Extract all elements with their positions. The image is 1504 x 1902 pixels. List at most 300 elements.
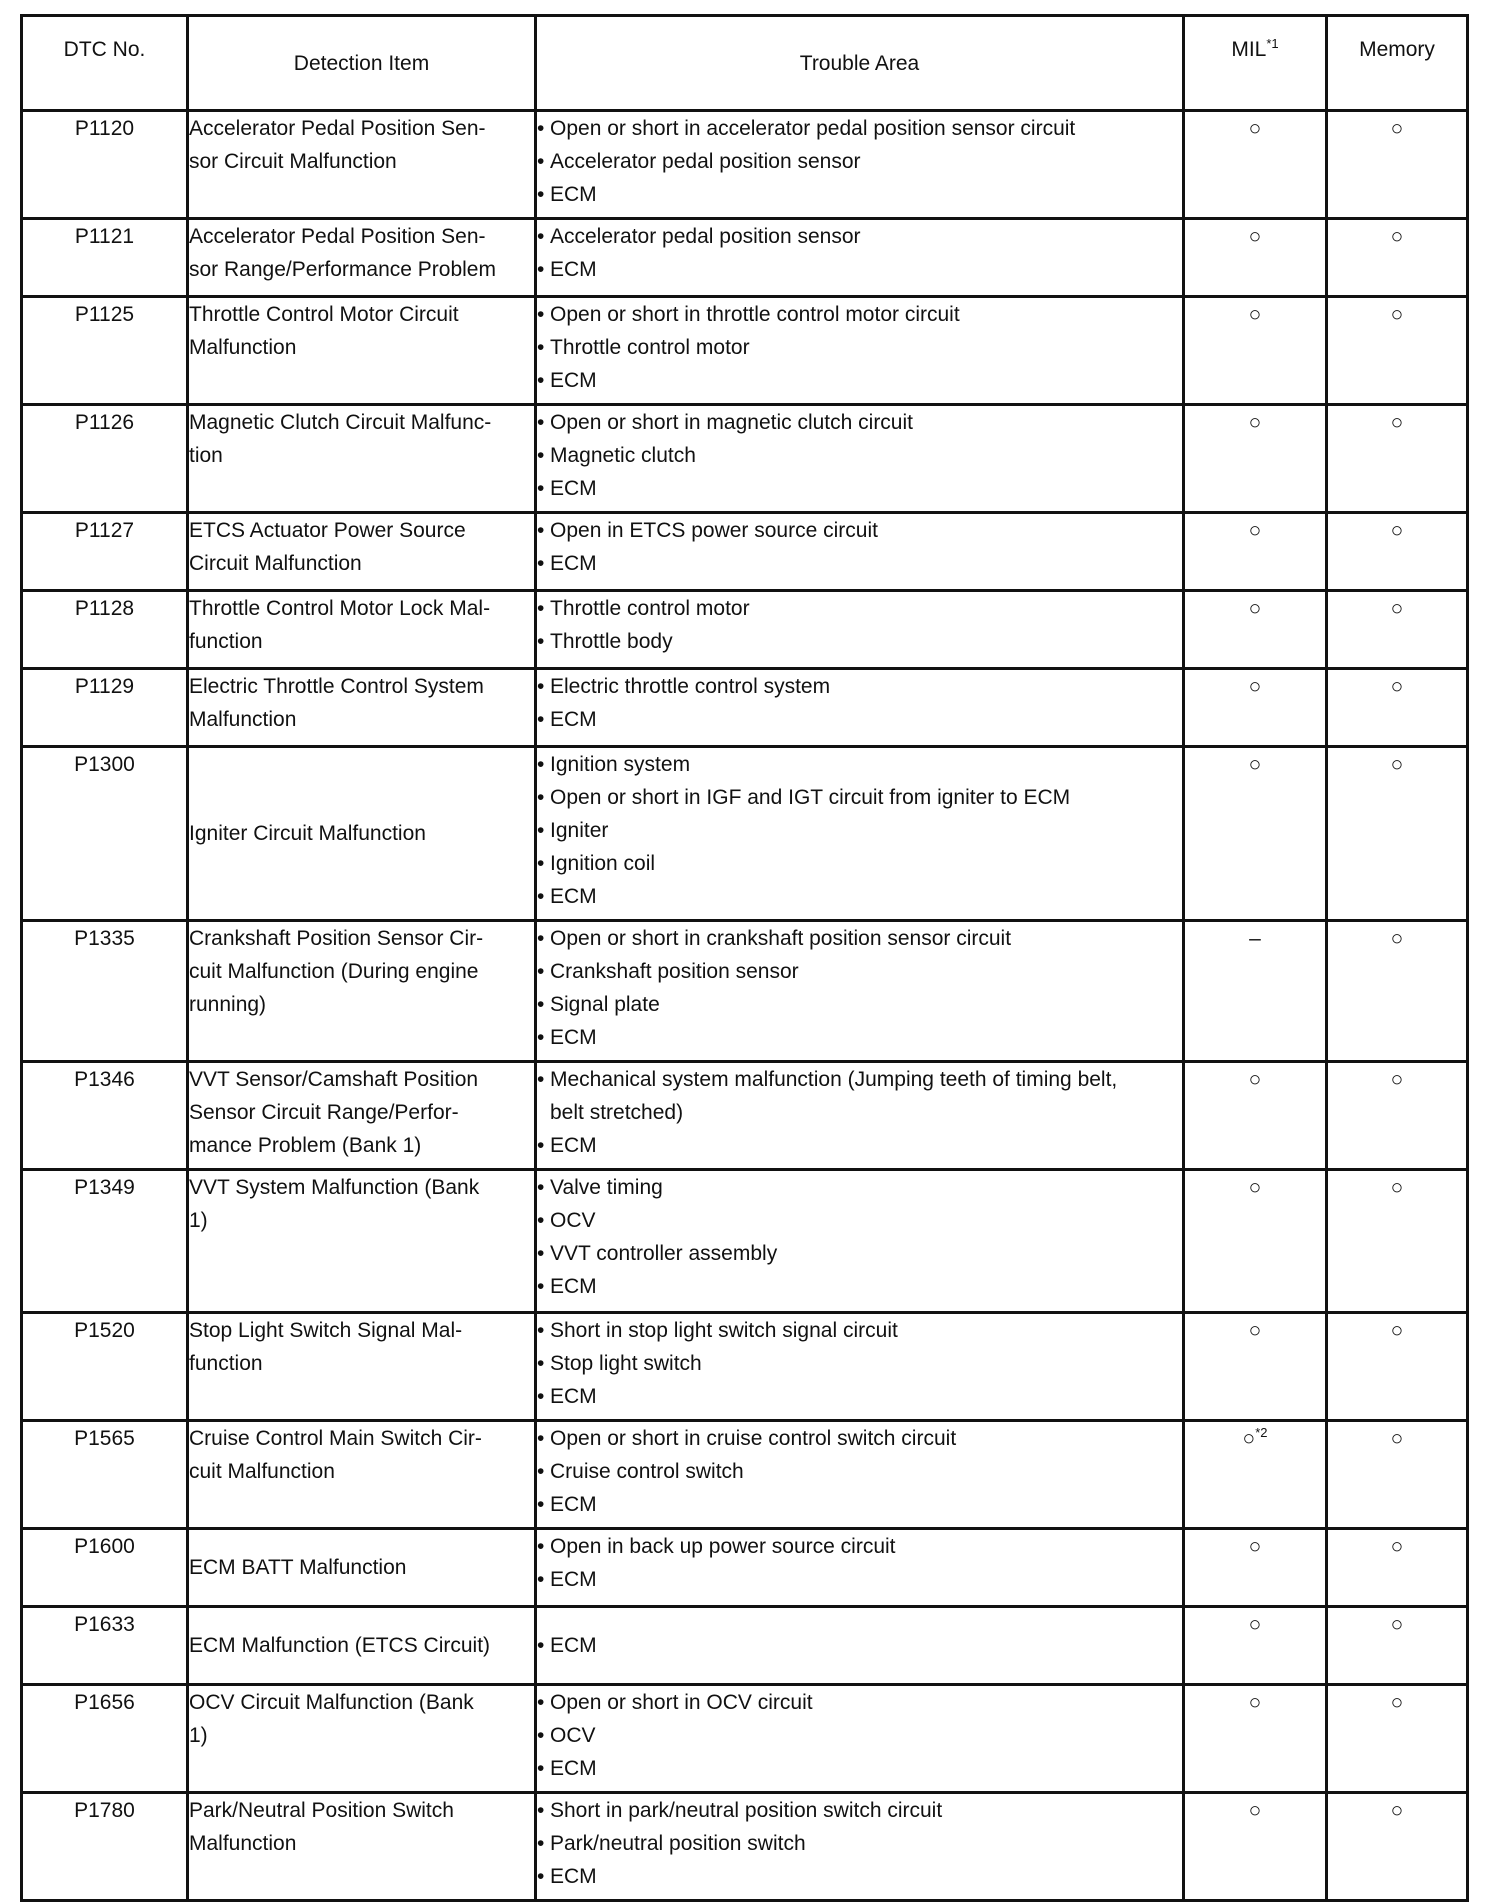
dtc-code: P1128 <box>22 591 188 669</box>
trouble-area-item <box>537 1422 1182 1455</box>
header-dtc-label: DTC No. <box>63 38 146 61</box>
trouble-area <box>536 1607 1184 1685</box>
bullet-icon: • <box>537 885 545 908</box>
bullet-icon: • <box>537 411 545 434</box>
detection-item-line: function <box>189 630 263 653</box>
header-row <box>22 16 1468 111</box>
trouble-area-text: ECM <box>550 1385 597 1408</box>
bullet-icon: • <box>537 927 545 950</box>
mil-status <box>1184 669 1327 747</box>
trouble-area-item <box>537 298 1182 331</box>
bullet-icon: • <box>537 552 545 575</box>
trouble-area-text: ECM <box>550 1757 597 1780</box>
mil-status <box>1184 921 1327 1062</box>
trouble-area-item <box>537 220 1182 253</box>
circle-icon: ○ <box>1390 1691 1404 1714</box>
trouble-area-item <box>537 1827 1182 1860</box>
trouble-area-text: Short in park/neutral position switch circuit <box>550 1799 943 1822</box>
mil-status <box>1184 591 1327 669</box>
circle-icon: ○ <box>1390 675 1404 698</box>
trouble-area-text: Ignition system <box>550 753 691 776</box>
memory-status <box>1327 1685 1468 1793</box>
trouble-area-item <box>537 1063 1182 1096</box>
dtc-code: P1121 <box>22 219 188 297</box>
dtc-rows <box>22 111 1468 1901</box>
detection-item-line: sor Range/Performance Problem <box>189 258 496 281</box>
circle-icon: ○ <box>1390 1613 1404 1636</box>
trouble-area-text: OCV <box>550 1209 596 1232</box>
memory-status <box>1327 1421 1468 1529</box>
circle-icon: ○ <box>1248 225 1262 248</box>
trouble-area <box>536 921 1184 1062</box>
detection-item-line: sor Circuit Malfunction <box>189 150 397 173</box>
memory-status <box>1327 513 1468 591</box>
detection-item-line: Throttle Control Motor Lock Mal- <box>189 597 491 620</box>
mil-status <box>1184 1062 1327 1170</box>
trouble-area-text: ECM <box>550 183 597 206</box>
detection-item <box>188 1313 536 1421</box>
table-row <box>22 513 1468 591</box>
trouble-area-text: ECM <box>550 552 597 575</box>
trouble-area-text: ECM <box>550 708 597 731</box>
mil-status <box>1184 405 1327 513</box>
table-row <box>22 111 1468 219</box>
bullet-icon: • <box>537 993 545 1016</box>
bullet-icon: • <box>537 1242 545 1265</box>
bullet-icon: • <box>537 960 545 983</box>
dtc-code: P1600 <box>22 1529 188 1607</box>
circle-icon: ○ <box>1248 1613 1262 1636</box>
table-row <box>22 405 1468 513</box>
mil-status <box>1184 1607 1327 1685</box>
detection-item-line: Throttle Control Motor Circuit <box>189 303 459 326</box>
trouble-area <box>536 1170 1184 1313</box>
detection-item-line: Magnetic Clutch Circuit Malfunc- <box>189 411 492 434</box>
table-row <box>22 1170 1468 1313</box>
detection-item-line: cuit Malfunction (During engine <box>189 960 479 983</box>
header-item-label: Detection Item <box>293 51 430 75</box>
memory-status <box>1327 1529 1468 1607</box>
bullet-icon: • <box>537 336 545 359</box>
bullet-icon: • <box>537 1209 545 1232</box>
trouble-area-text: Open in ETCS power source circuit <box>550 519 878 542</box>
circle-icon: ○ <box>1390 927 1404 950</box>
trouble-area-item <box>537 1530 1182 1563</box>
trouble-area-item <box>537 922 1182 955</box>
trouble-area-text: Open or short in crankshaft position sensor circuit <box>550 927 1012 950</box>
trouble-area <box>536 747 1184 921</box>
header-mil <box>1184 16 1327 111</box>
dash-icon: – <box>1249 927 1261 950</box>
trouble-area <box>536 1529 1184 1607</box>
trouble-area-text: Open or short in throttle control motor circuit <box>550 303 960 326</box>
circle-icon: ○ <box>1248 1799 1262 1822</box>
trouble-area-item <box>537 703 1182 736</box>
trouble-area-text: OCV <box>550 1724 596 1747</box>
trouble-area-item <box>537 1563 1182 1596</box>
trouble-area-item <box>537 1488 1182 1521</box>
header-item <box>188 16 536 111</box>
bullet-icon: • <box>537 1319 545 1342</box>
circle-icon: ○ <box>1390 1535 1404 1558</box>
dtc-code: P1300 <box>22 747 188 921</box>
table-row <box>22 1062 1468 1170</box>
mil-status <box>1184 1793 1327 1901</box>
bullet-icon: • <box>537 597 545 620</box>
trouble-area-text: Open or short in cruise control switch circuit <box>550 1427 957 1450</box>
dtc-code: P1335 <box>22 921 188 1062</box>
trouble-area-text: Signal plate <box>550 993 660 1016</box>
circle-icon: ○ <box>1390 1319 1404 1342</box>
detection-item <box>188 297 536 405</box>
trouble-area-text: Open or short in magnetic clutch circuit <box>550 411 913 434</box>
table-row <box>22 591 1468 669</box>
memory-status <box>1327 921 1468 1062</box>
trouble-area-item <box>537 1455 1182 1488</box>
trouble-area-text: Igniter <box>550 819 609 842</box>
trouble-area-text: Park/neutral position switch <box>550 1832 806 1855</box>
dtc-code: P1656 <box>22 1685 188 1793</box>
trouble-area-text: Accelerator pedal position sensor <box>550 225 861 248</box>
trouble-area-text: Open or short in accelerator pedal position sensor circuit <box>550 117 1076 140</box>
detection-item-line: mance Problem (Bank 1) <box>189 1134 422 1157</box>
circle-icon: ○ <box>1390 303 1404 326</box>
detection-item-line: tion <box>189 444 223 467</box>
trouble-area <box>536 1421 1184 1529</box>
table-row <box>22 1685 1468 1793</box>
bullet-icon: • <box>537 1352 545 1375</box>
bullet-icon: • <box>537 1026 545 1049</box>
trouble-area-item <box>537 514 1182 547</box>
trouble-area-item <box>537 145 1182 178</box>
memory-status <box>1327 747 1468 921</box>
bullet-icon: • <box>537 1460 545 1483</box>
trouble-area-text: ECM <box>550 477 597 500</box>
circle-icon: ○ <box>1390 225 1404 248</box>
trouble-area-item <box>537 955 1182 988</box>
dtc-code: P1127 <box>22 513 188 591</box>
mil-status <box>1184 747 1327 921</box>
bullet-icon: • <box>537 819 545 842</box>
circle-icon: ○ <box>1390 597 1404 620</box>
trouble-area-text: ECM <box>550 1026 597 1049</box>
detection-item-line: Stop Light Switch Signal Mal- <box>189 1319 463 1342</box>
table-row <box>22 1313 1468 1421</box>
bullet-icon: • <box>537 150 545 173</box>
circle-icon: ○ <box>1248 1535 1262 1558</box>
detection-item-line: running) <box>189 993 267 1016</box>
trouble-area <box>536 405 1184 513</box>
trouble-area-text: Open in back up power source circuit <box>550 1535 896 1558</box>
bullet-icon: • <box>537 1535 545 1558</box>
detection-item <box>188 1170 536 1313</box>
detection-item-line: ETCS Actuator Power Source <box>189 519 466 542</box>
bullet-icon: • <box>537 369 545 392</box>
circle-icon: ○ <box>1248 519 1262 542</box>
detection-item <box>188 405 536 513</box>
trouble-area-item <box>537 253 1182 286</box>
bullet-icon: • <box>537 1568 545 1591</box>
detection-item <box>188 513 536 591</box>
trouble-area-text: Open or short in OCV circuit <box>550 1691 813 1714</box>
bullet-icon: • <box>537 1691 545 1714</box>
circle-icon: ○ <box>1390 117 1404 140</box>
detection-item-line: Accelerator Pedal Position Sen- <box>189 225 486 248</box>
trouble-area-text: Valve timing <box>550 1176 663 1199</box>
trouble-area-text: ECM <box>550 1275 597 1298</box>
header-mil-footnote: *1 <box>1266 36 1279 51</box>
trouble-area-item <box>537 1314 1182 1347</box>
dtc-code: P1120 <box>22 111 188 219</box>
bullet-icon: • <box>537 1832 545 1855</box>
mil-status <box>1184 1421 1327 1529</box>
detection-item <box>188 219 536 297</box>
mil-status <box>1184 513 1327 591</box>
mil-status <box>1184 111 1327 219</box>
bullet-icon: • <box>537 1068 545 1091</box>
dtc-code: P1520 <box>22 1313 188 1421</box>
bullet-icon: • <box>537 708 545 731</box>
trouble-area-item <box>537 1629 1182 1662</box>
trouble-area-item <box>537 1021 1182 1054</box>
detection-item <box>188 1607 536 1685</box>
trouble-area-text: ECM <box>550 258 597 281</box>
mil-status <box>1184 1313 1327 1421</box>
detection-item <box>188 1685 536 1793</box>
trouble-area <box>536 219 1184 297</box>
trouble-area <box>536 513 1184 591</box>
trouble-area-text: Throttle body <box>550 630 673 653</box>
bullet-icon: • <box>537 1275 545 1298</box>
table-row <box>22 297 1468 405</box>
trouble-area-text: ECM <box>550 1865 597 1888</box>
trouble-area-text: ECM <box>550 1634 597 1657</box>
mil-status <box>1184 1170 1327 1313</box>
circle-icon: ○ <box>1248 1319 1262 1342</box>
bullet-icon: • <box>537 675 545 698</box>
detection-item <box>188 669 536 747</box>
mil-status <box>1184 1529 1327 1607</box>
detection-item <box>188 1421 536 1529</box>
trouble-area-item <box>537 1204 1182 1237</box>
trouble-area-item <box>537 781 1182 814</box>
detection-item-line: function <box>189 1352 263 1375</box>
detection-item-line: Cruise Control Main Switch Cir- <box>189 1427 482 1450</box>
bullet-icon: • <box>537 303 545 326</box>
trouble-area-item <box>537 1794 1182 1827</box>
dtc-document <box>20 14 1469 1902</box>
circle-icon: ○ <box>1248 303 1262 326</box>
dtc-code: P1633 <box>22 1607 188 1685</box>
trouble-area-item <box>537 748 1182 781</box>
trouble-area-item <box>537 1096 1182 1129</box>
header-area-label: Trouble Area <box>799 51 920 75</box>
trouble-area-item <box>537 547 1182 580</box>
bullet-icon: • <box>537 183 545 206</box>
trouble-area-text: ECM <box>550 369 597 392</box>
trouble-area-text: Electric throttle control system <box>550 675 831 698</box>
trouble-area-item <box>537 1686 1182 1719</box>
trouble-area <box>536 1062 1184 1170</box>
bullet-icon: • <box>537 852 545 875</box>
detection-item <box>188 111 536 219</box>
detection-item <box>188 1062 536 1170</box>
header-mil-label: MIL <box>1231 38 1267 61</box>
trouble-area-item <box>537 331 1182 364</box>
trouble-area <box>536 111 1184 219</box>
trouble-area-item <box>537 670 1182 703</box>
bullet-icon: • <box>537 1799 545 1822</box>
detection-item-line: VVT System Malfunction (Bank <box>189 1176 480 1199</box>
detection-item <box>188 921 536 1062</box>
mil-footnote: *2 <box>1255 1425 1268 1440</box>
bullet-icon: • <box>537 117 545 140</box>
bullet-icon: • <box>537 1634 545 1657</box>
dtc-code: P1126 <box>22 405 188 513</box>
detection-item <box>188 1529 536 1607</box>
trouble-area <box>536 297 1184 405</box>
circle-icon: ○ <box>1390 411 1404 434</box>
dtc-code: P1346 <box>22 1062 188 1170</box>
bullet-icon: • <box>537 1385 545 1408</box>
trouble-area-text: Crankshaft position sensor <box>550 960 799 983</box>
trouble-area-text: ECM <box>550 1493 597 1516</box>
bullet-icon: • <box>537 1865 545 1888</box>
table-row <box>22 1793 1468 1901</box>
bullet-icon: • <box>537 630 545 653</box>
detection-item <box>188 1793 536 1901</box>
trouble-area-item <box>537 1237 1182 1270</box>
detection-item-line: 1) <box>189 1724 208 1747</box>
dtc-code: P1125 <box>22 297 188 405</box>
circle-icon: ○ <box>1248 675 1262 698</box>
bullet-icon: • <box>537 1134 545 1157</box>
circle-icon: ○ <box>1242 1427 1256 1450</box>
header-dtc <box>22 16 188 111</box>
trouble-area-item <box>537 364 1182 397</box>
dtc-table <box>20 14 1469 1902</box>
table-row <box>22 1607 1468 1685</box>
memory-status <box>1327 219 1468 297</box>
circle-icon: ○ <box>1248 117 1262 140</box>
bullet-icon: • <box>537 225 545 248</box>
dtc-code: P1349 <box>22 1170 188 1313</box>
bullet-icon: • <box>537 753 545 776</box>
detection-item-line: Sensor Circuit Range/Perfor- <box>189 1101 459 1124</box>
circle-icon: ○ <box>1390 1799 1404 1822</box>
circle-icon: ○ <box>1248 1176 1262 1199</box>
circle-icon: ○ <box>1248 1691 1262 1714</box>
trouble-area-text: Cruise control switch <box>550 1460 744 1483</box>
bullet-icon: • <box>537 1757 545 1780</box>
bullet-icon: • <box>537 1493 545 1516</box>
trouble-area <box>536 1313 1184 1421</box>
circle-icon: ○ <box>1248 1068 1262 1091</box>
circle-icon: ○ <box>1248 411 1262 434</box>
trouble-area-text: ECM <box>550 1568 597 1591</box>
mil-status <box>1184 1685 1327 1793</box>
trouble-area-text: Throttle control motor <box>550 597 750 620</box>
detection-item-line: Malfunction <box>189 336 297 359</box>
trouble-area-text: Mechanical system malfunction (Jumping teeth of timing belt, <box>550 1068 1118 1091</box>
trouble-area-item <box>537 625 1182 658</box>
detection-item-line: Igniter Circuit Malfunction <box>189 822 426 845</box>
trouble-area-item <box>537 406 1182 439</box>
trouble-area-text: Open or short in IGF and IGT circuit from igniter to ECM <box>550 786 1071 809</box>
circle-icon: ○ <box>1390 1427 1404 1450</box>
circle-icon: ○ <box>1390 753 1404 776</box>
header-memory-label: Memory <box>1359 38 1435 61</box>
circle-icon: ○ <box>1248 597 1262 620</box>
trouble-area-item <box>537 1380 1182 1413</box>
trouble-area-item <box>537 847 1182 880</box>
memory-status <box>1327 591 1468 669</box>
detection-item-line: Malfunction <box>189 708 297 731</box>
trouble-area-text: Magnetic clutch <box>550 444 696 467</box>
trouble-area-text: Short in stop light switch signal circuit <box>550 1319 898 1342</box>
detection-item-line: Electric Throttle Control System <box>189 675 484 698</box>
trouble-area-item <box>537 592 1182 625</box>
bullet-icon: • <box>537 258 545 281</box>
trouble-area-text: Accelerator pedal position sensor <box>550 150 861 173</box>
dtc-code: P1129 <box>22 669 188 747</box>
detection-item-line: ECM Malfunction (ETCS Circuit) <box>189 1634 491 1657</box>
trouble-area-text: ECM <box>550 1134 597 1157</box>
bullet-icon: • <box>537 444 545 467</box>
dtc-code: P1780 <box>22 1793 188 1901</box>
circle-icon: ○ <box>1390 519 1404 542</box>
trouble-area <box>536 591 1184 669</box>
table-row <box>22 747 1468 921</box>
trouble-area-text: VVT controller assembly <box>550 1242 778 1265</box>
memory-status <box>1327 1313 1468 1421</box>
detection-item-line: OCV Circuit Malfunction (Bank <box>189 1691 474 1714</box>
detection-item-line: 1) <box>189 1209 208 1232</box>
bullet-icon: • <box>537 477 545 500</box>
trouble-area-item <box>537 1270 1182 1303</box>
memory-status <box>1327 1062 1468 1170</box>
mil-status <box>1184 219 1327 297</box>
trouble-area-item <box>537 1129 1182 1162</box>
trouble-area-text: ECM <box>550 885 597 908</box>
bullet-icon: • <box>537 519 545 542</box>
detection-item <box>188 747 536 921</box>
trouble-area-item <box>537 880 1182 913</box>
trouble-area-item <box>537 814 1182 847</box>
trouble-area <box>536 1685 1184 1793</box>
detection-item-line: Malfunction <box>189 1832 297 1855</box>
trouble-area-item <box>537 1860 1182 1893</box>
memory-status <box>1327 405 1468 513</box>
detection-item-line: Circuit Malfunction <box>189 552 362 575</box>
table-row <box>22 1529 1468 1607</box>
table-row <box>22 219 1468 297</box>
header-memory <box>1327 16 1468 111</box>
table-row <box>22 921 1468 1062</box>
trouble-area-item <box>537 1347 1182 1380</box>
trouble-area-item <box>537 439 1182 472</box>
memory-status <box>1327 669 1468 747</box>
circle-icon: ○ <box>1390 1176 1404 1199</box>
trouble-area <box>536 1793 1184 1901</box>
detection-item-line: cuit Malfunction <box>189 1460 335 1483</box>
bullet-icon: • <box>537 1176 545 1199</box>
trouble-area-text: Throttle control motor <box>550 336 750 359</box>
table-row <box>22 669 1468 747</box>
circle-icon: ○ <box>1390 1068 1404 1091</box>
mil-status <box>1184 297 1327 405</box>
trouble-area <box>536 669 1184 747</box>
